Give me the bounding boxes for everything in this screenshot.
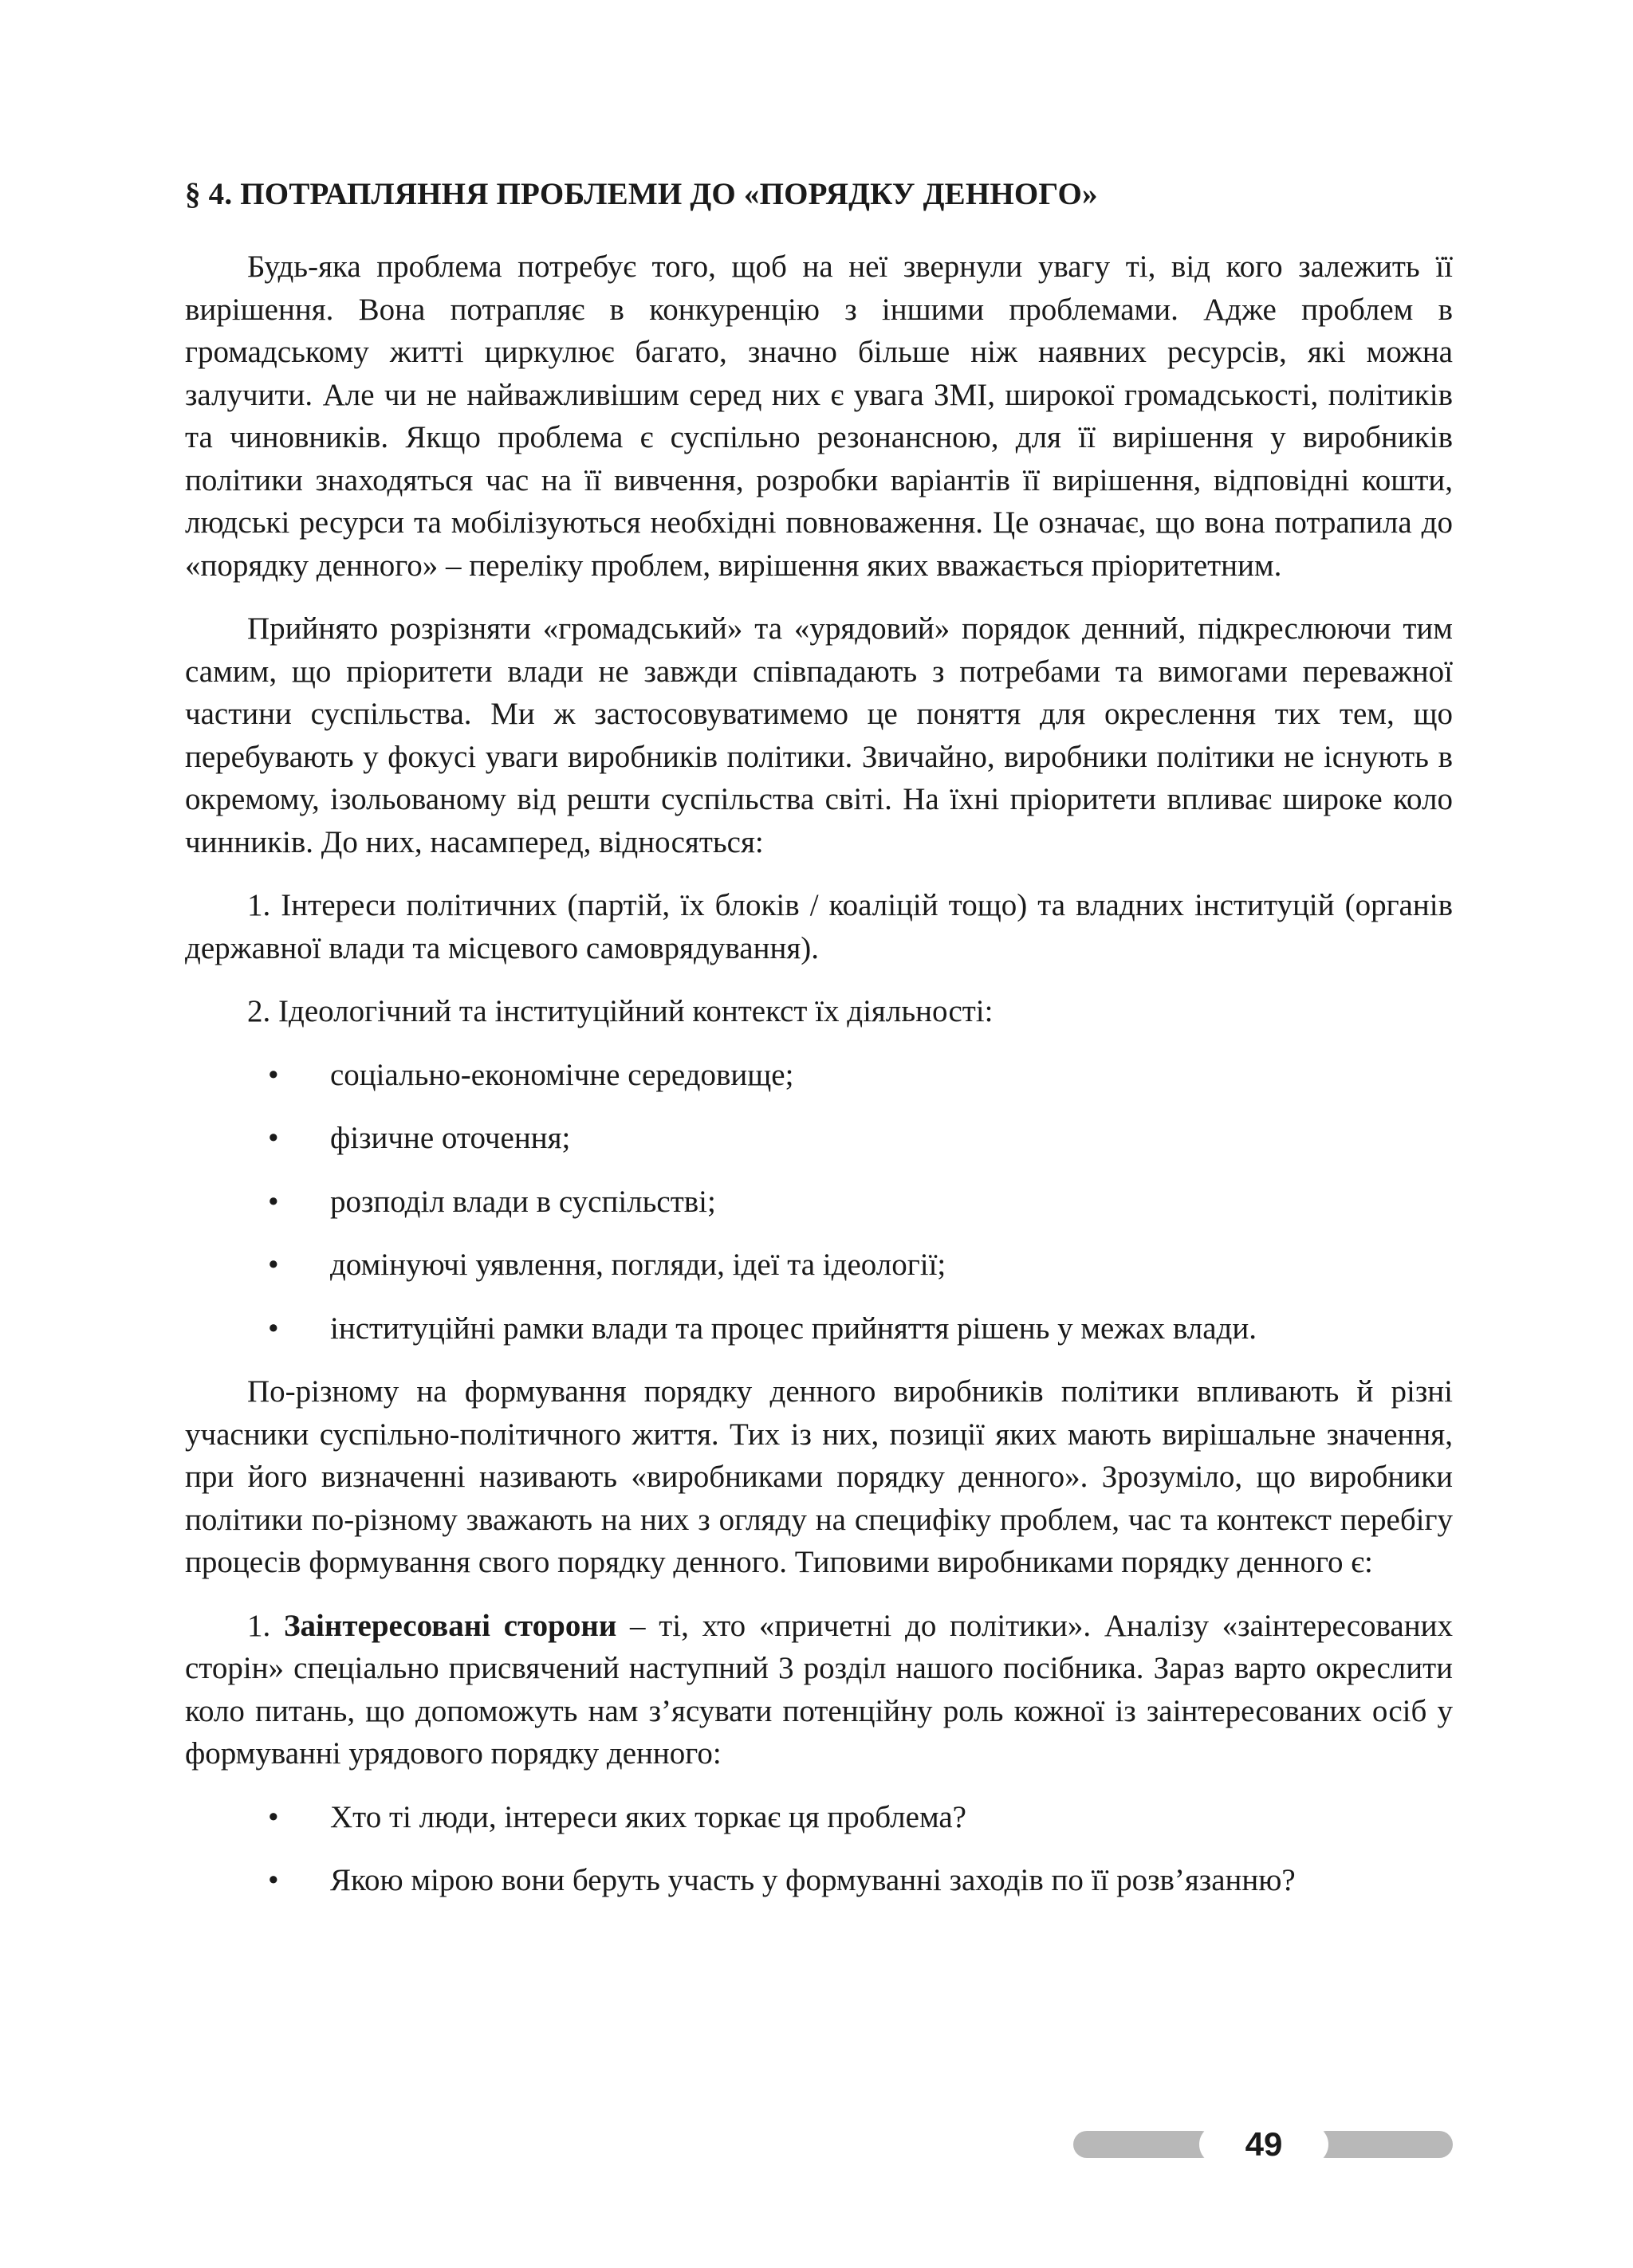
paragraph-1: Будь-яка проблема потребує того, щоб на неї звернули увагу ті, від кого залежить її вирішення. Вона потрапляє в конкуренцію з іншими проблемами. Адже проблем в громадському житті циркулює багато, значно більше ніж наявних ресурсів, які можна залучити. Але чи не найважливішим серед них є увага ЗМІ, широкої громадськості, політиків та чиновників. Якщо проблема є суспільно резонансною, для її вирішення у виробників політики знаходяться час на її вивчення, розробки варіантів її вирішення, відповідні кошти, людські ресурси та мобілізуються необхідні повноваження. Це означає, що вона потрапила до «порядку денного» – переліку проблем, вирішення яких вважається пріоритетним. (185, 250, 1453, 583)
bullet-text: інституційні рамки влади та процес прийняття рішень у межах влади. (330, 1311, 1257, 1346)
bullet-list-2 (185, 1796, 1453, 1902)
bullet-text: розподіл влади в суспільстві; (330, 1184, 716, 1219)
bullet-text: соціально-економічне середовище; (330, 1057, 794, 1092)
bullet-icon: • (268, 1799, 279, 1834)
page-bar-left (1073, 2131, 1215, 2158)
page-number: 49 (1199, 2125, 1328, 2164)
list-item (185, 1054, 1453, 1097)
bullet-icon: • (268, 1311, 279, 1346)
bullet-list-1 (185, 1054, 1453, 1350)
list-item-text: – ті, хто «причетні до політики». Аналізу «заінтересованих сторін» спеціально присвячений наступний 3 розділ нашого посібника. Зараз варто окреслити коло питань, що допоможуть нам з’ясувати потенційну роль кожної із заінтересованих осіб у формуванні урядового порядку денного: (185, 1608, 1453, 1771)
bullet-icon: • (268, 1863, 279, 1897)
page-number-bar (1073, 2125, 1453, 2164)
list-item (185, 1244, 1453, 1287)
list-item (185, 1181, 1453, 1224)
list-item (185, 1859, 1453, 1902)
bullet-icon: • (268, 1184, 279, 1219)
paragraph-2: Прийнято розрізняти «громадський» та «урядовий» порядок денний, підкреслюючи тим самим, що пріоритети влади не завжди співпадають з потребами та вимогами переважної частини суспільства. Ми ж застосовуватимемо це поняття для окреслення тих тем, що перебувають у фокусі уваги виробників політики. Звичайно, виробники політики не існують в окремому, ізольованому від решти суспільства світі. На їхні пріоритети впливає широке коло чинників. До них, насамперед, відносяться: (185, 611, 1453, 859)
bullet-text: фізичне оточення; (330, 1121, 571, 1155)
list-item (185, 1796, 1453, 1839)
page-content (185, 174, 1453, 1923)
list-item (185, 1117, 1453, 1160)
bullet-icon: • (268, 1057, 279, 1092)
paragraph-3: По-різному на формування порядку денного виробників політики впливають й різні учасники суспільно-політичного життя. Тих із них, позиції яких мають вирішальне значення, при його визначенні називають «виробниками порядку денного». Зрозуміло, що виробники політики по-різному зважають на них з огляду на специфіку проблем, час та контекст перебігу процесів формування свого порядку денного. Типовими виробниками порядку денного є: (185, 1374, 1453, 1579)
bullet-text: Хто ті люди, інтереси яких торкає ця проблема? (330, 1799, 966, 1834)
term-stakeholders: Заінтересовані сторони (283, 1608, 617, 1643)
bullet-text: домінуючі уявлення, погляди, ідеї та ідеології; (330, 1248, 946, 1282)
bullet-text: Якою мірою вони беруть участь у формуванні заходів по її розв’язанню? (330, 1863, 1296, 1897)
section-heading: § 4. ПОТРАПЛЯННЯ ПРОБЛЕМИ ДО «ПОРЯДКУ ДЕННОГО» (185, 177, 1098, 211)
bullet-icon: • (268, 1121, 279, 1155)
list-item-1: 1. Інтереси політичних (партій, їх блоків / коаліцій тощо) та владних інституцій (органів державної влади та місцевого самоврядування). (185, 888, 1453, 965)
list-item-stakeholders (185, 1605, 1453, 1775)
list-item-2: 2. Ідеологічний та інституційний контекст їх діяльності: (247, 994, 994, 1028)
page-bar-right (1312, 2131, 1453, 2158)
list-item (185, 1307, 1453, 1350)
list-number: 1. (247, 1608, 271, 1643)
bullet-icon: • (268, 1248, 279, 1282)
